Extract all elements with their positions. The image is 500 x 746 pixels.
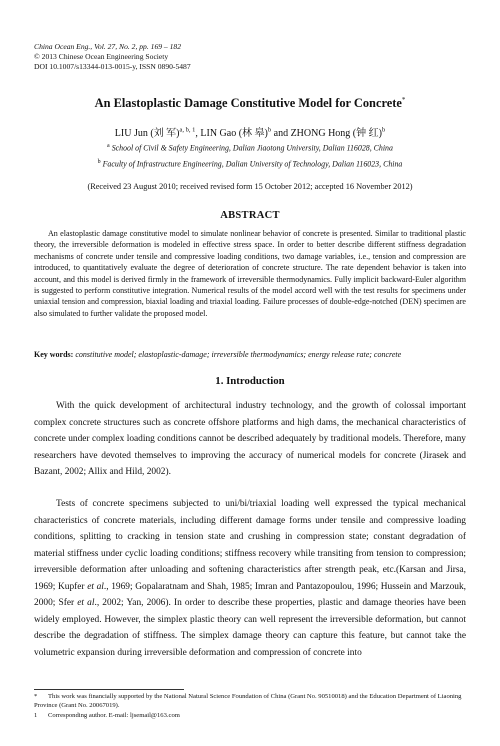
paper-title-text: An Elastoplastic Damage Constitutive Model for Concrete: [94, 96, 402, 111]
author-list: [0, 124, 500, 139]
affiliation-a-mark: a: [107, 143, 110, 149]
doi-line: DOI 10.1007/s13344-013-0015-y, ISSN 0890-5487: [34, 62, 191, 71]
keywords-label: Key words:: [34, 350, 74, 359]
footnote-divider: [34, 689, 184, 690]
author-separator: and: [271, 128, 291, 139]
journal-citation: China Ocean Eng., Vol. 27, No. 2, pp. 169 – 182: [34, 42, 182, 51]
footnote-corresponding-text: Corresponding author. E-mail: ljsemail@163.com: [48, 712, 180, 719]
affiliation-a-text: School of Civil & Safety Engineering, Dalian Jiaotong University, Dalian 116028, China: [109, 143, 393, 153]
paper-title: [0, 96, 500, 111]
author-3-affil: b: [381, 126, 386, 134]
paragraph-text: Tests of concrete specimens subjected to uni/bi/triaxial loading well expressed the typical mechanical characteristics of concrete materials, including different damage forms under tensile and compressive loading conditions, splitting to cracking in tension state and crushing in compression state; constant degradation of material stiffness under cyclic loading conditions; stiffness recovery while transiting from tension to compression; irreversible deformation after unloading and softening characteristics after strength peak, etc.(Karsan and Jirsa, 1969; Kupfer: [34, 499, 466, 592]
et-al: et al: [87, 581, 104, 592]
author-3: ZHONG Hong (钟 红): [290, 128, 382, 139]
received-dates: (Received 23 August 2010; received revised form 15 October 2012; accepted 16 November 2012): [87, 182, 413, 191]
affiliation-b: [0, 159, 500, 169]
author-1-affil: a, b, 1: [179, 126, 196, 134]
footnote-mark: 1: [34, 712, 38, 719]
author-1: LIU Jun (刘 军): [114, 128, 180, 139]
section-heading-introduction: 1. Introduction: [215, 375, 285, 387]
paragraph-text: With the quick development of architectural industry technology, and the growth of colossal important complex concrete structures such as concrete offshore platforms and high dams, the mechanical characteristics of concrete under complex loading conditions cannot be described adequately by traditional models. Therefore, many researchers have devoted themselves to improving the accuracy of numerical models for concrete (Jirasek and Bazant, 2002; Allix and Hild, 2002).: [34, 401, 466, 477]
footnote-corresponding: [34, 712, 466, 721]
abstract-heading: ABSTRACT: [220, 210, 280, 221]
affiliation-b-mark: b: [97, 159, 101, 165]
affiliation-a: [0, 143, 500, 153]
abstract-text: An elastoplastic damage constitutive model to simulate nonlinear behavior of concrete is presented. Similar to traditional plastic theory, the irreversible deformation is modeled in effective stress space. In order to better describe different stiffness degradation mechanisms of concrete under tensile and compressive loading conditions, two damage variables, i.e., tension and compression are introduced, to quantitatively evaluate the degree of deterioration of concrete structure. The rate dependent behavior is taken into account, and this model is derived firmly in the framework of irreversible thermodynamics. Fully implicit backward-Euler algorithm is suggested to perform constitutive integration. Numerical results of the model accord well with the test results for specimens under uniaxial tension and compression, biaxial loading and triaxial loading. Failure processes of double-edge-notched (DEN) specimen are also simulated to further validate the proposed model.: [34, 229, 466, 318]
author-separator: ,: [195, 128, 201, 139]
footnote-funding: [34, 693, 466, 710]
intro-paragraph-1: [34, 398, 466, 481]
paragraph-text: ., 1969; Gopalaratnam and Shah, 1985; Imran and Pantazopoulou, 1996; Hussein and Marzouk, 2000; Sfer: [34, 581, 467, 608]
et-al: et al: [77, 598, 95, 608]
paragraph-text: ., 2002; Yan, 2006). In order to describe these properties, plastic and damage theories have been widely employed. However, the simplex plastic theory can well represent the irreversible deformation, but cannot describe the degradation of stiffness. The simplex damage theory can capture this feature, but cannot take the volumetric expansion during irreversible deformation and compression of concrete into: [34, 598, 466, 658]
author-2-affil: b: [267, 126, 272, 134]
affiliation-b-text: Faculty of Infrastructure Engineering, Dalian University of Technology, Dalian 116023, China: [100, 159, 403, 169]
author-2: LIN Gao (林 皋): [200, 128, 268, 139]
footnote-funding-text: This work was financially supported by the National Natural Science Foundation of China (Grant No. 90510018) and the Education Department of Liaoning Province (Grant No. 20067019).: [34, 693, 462, 709]
journal-header: [34, 42, 191, 72]
title-footnote-mark: *: [401, 96, 406, 104]
footnote-mark: *: [34, 693, 38, 700]
keywords: [34, 349, 466, 360]
copyright-line: © 2013 Chinese Ocean Engineering Society: [34, 52, 169, 61]
keywords-text: constitutive model; elastoplastic-damage; irreversible thermodynamics; energy release rate; concrete: [73, 350, 402, 359]
intro-paragraph-2: [34, 496, 466, 661]
